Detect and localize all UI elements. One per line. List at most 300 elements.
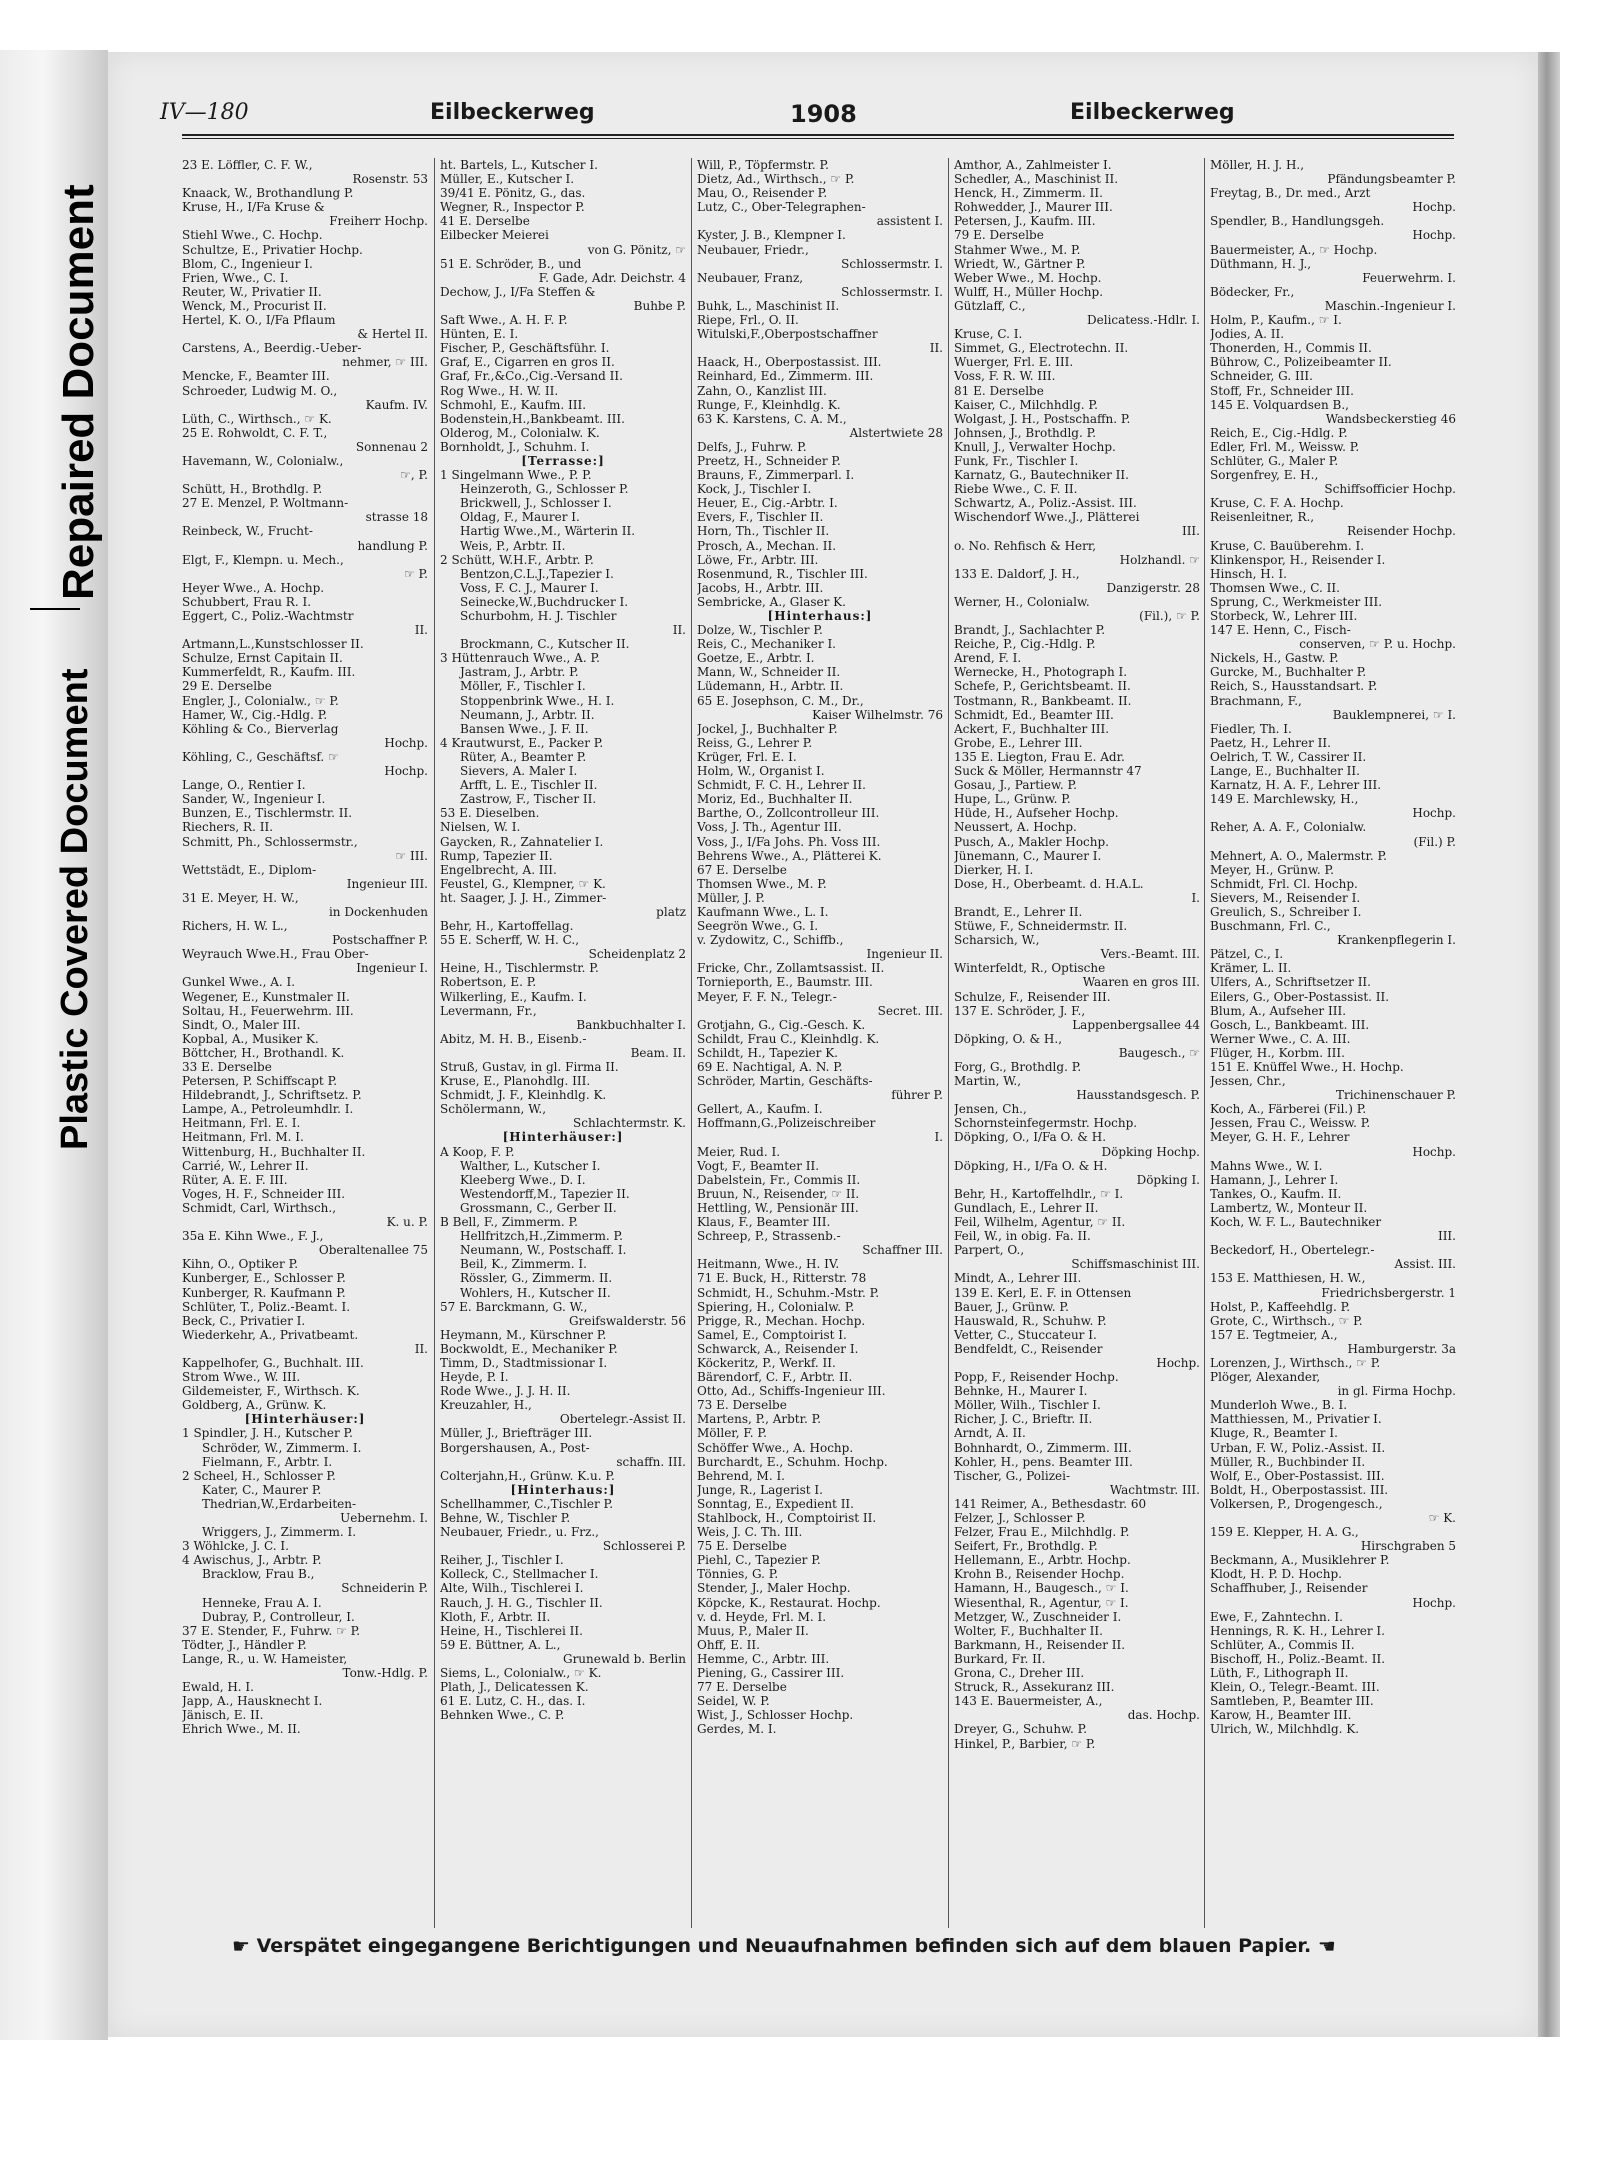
directory-entry: Lappenbergsallee 44	[1072, 1017, 1200, 1032]
directory-entry: Karnatz, H. A. F., Lehrer III.	[1210, 778, 1382, 793]
directory-entry: Schneiderin P.	[341, 1581, 428, 1596]
repaired-document-label: Repaired Document	[54, 184, 103, 600]
directory-entry: Hochp.	[1412, 200, 1456, 215]
directory-entry: Reis, C., Mechaniker I.	[697, 637, 836, 652]
directory-entry: Schroeder, Ludwig M. O.,	[182, 383, 338, 398]
directory-entry: Metzger, W., Zuschneider I.	[954, 1609, 1122, 1624]
directory-entry: Sorgenfrey, E. H.,	[1210, 468, 1319, 483]
directory-entry: Neubauer, Friedr.,	[697, 242, 809, 257]
directory-entry: Schlosserei P.	[602, 1539, 686, 1554]
directory-entry: Oelrich, T. W., Cassirer II.	[1210, 749, 1367, 764]
directory-entry: Wuerger, Frl. E. III.	[954, 355, 1074, 370]
directory-entry: Kater, C., Maurer P.	[202, 1482, 322, 1497]
directory-entry: Schölermann, W.,	[440, 1102, 547, 1117]
directory-entry: Sonntag, E., Expedient II.	[697, 1496, 854, 1511]
directory-entry: Karow, H., Beamter III.	[1210, 1708, 1352, 1723]
directory-entry: Obertelegr.-Assist II.	[559, 1412, 686, 1427]
directory-entry: 4 Krautwurst, E., Packer P.	[440, 735, 604, 750]
directory-entry: Spendler, B., Handlungsgeh.	[1210, 214, 1385, 229]
directory-entry: Neussert, A. Hochp.	[954, 820, 1077, 835]
directory-entry: Artmann,L.,Kunstschlosser II.	[182, 637, 364, 652]
directory-entry: Heitmann, Frl. M. I.	[182, 1130, 304, 1145]
directory-entry: Levermann, Fr.,	[440, 1003, 537, 1018]
directory-entry: Tischer, G., Polizei-	[954, 1468, 1071, 1483]
directory-entry: 137 E. Schröder, J. F.,	[954, 1003, 1086, 1018]
directory-entry: Dubray, P., Controlleur, I.	[202, 1609, 355, 1624]
directory-entry: Holzhandl. ☞	[1119, 552, 1200, 567]
directory-entry: Kaiser Wilhelmstr. 76	[812, 707, 943, 722]
directory-entry: Runge, F., Kleinhdlg. K.	[697, 397, 841, 412]
directory-entry: Beckmann, A., Musiklehrer P.	[1210, 1553, 1390, 1568]
directory-entry: Schmidt, Carl, Wirthsch.,	[182, 1200, 337, 1215]
directory-entry: Schefe, P., Gerichtsbeamt. II.	[954, 679, 1131, 694]
directory-entry: Parpert, O.,	[954, 1243, 1025, 1258]
directory-entry: Samtleben, P., Beamter III.	[1210, 1694, 1374, 1709]
directory-entry: Lüth, C., Wirthsch., ☞ K.	[182, 411, 332, 426]
directory-entry: Samel, E., Comptoirist I.	[697, 1327, 847, 1342]
directory-entry: Rüter, A., Beamter P.	[460, 749, 587, 764]
directory-entry: Uebernehm. I.	[340, 1511, 428, 1525]
directory-entry: Wenck, M., Procurist II.	[182, 298, 327, 313]
directory-entry: Ewe, F., Zahntechn. I.	[1210, 1609, 1343, 1624]
directory-entry: Rössler, G., Zimmerm. II.	[460, 1271, 613, 1286]
directory-entry: Kaiser, C., Milchhdlg. P.	[954, 397, 1098, 412]
directory-entry: Danzigerstr. 28	[1106, 580, 1200, 595]
directory-entry: Prigge, R., Mechan. Hochp.	[697, 1313, 866, 1328]
directory-entry: Müller, J., Briefträger III.	[440, 1426, 593, 1441]
directory-entry: Behne, W., Tischler P.	[440, 1511, 571, 1525]
directory-entry: Müller, J. P.	[697, 890, 765, 905]
directory-entry: Voss, F. C. J., Maurer I.	[460, 580, 599, 595]
footer-notice	[232, 1934, 1452, 1964]
directory-entry: Schwarck, A., Reisender I.	[697, 1341, 859, 1356]
directory-entry: Jessen, Frau C., Weissw. P.	[1210, 1116, 1371, 1131]
directory-entry: Döpking, O. & H.,	[954, 1031, 1063, 1046]
directory-entry: Knaack, W., Brothandlung P.	[182, 186, 354, 201]
directory-entry: Kruse, C. I.	[954, 327, 1023, 342]
directory-entry: Ingenieur I.	[356, 961, 428, 976]
directory-entry: Reiher, J., Tischler I.	[440, 1553, 564, 1568]
directory-entry: Ackert, F., Buchhalter III.	[954, 721, 1110, 736]
directory-entry: Wriggers, J., Zimmerm. I.	[202, 1525, 357, 1540]
directory-entry: Preetz, H., Schneider P.	[697, 453, 841, 468]
directory-entry: Döpking, O., I/Fa O. & H.	[954, 1130, 1107, 1145]
directory-entry: Reiss, G., Lehrer P.	[697, 735, 813, 750]
directory-entry: Thonerden, H., Commis II.	[1210, 341, 1372, 356]
directory-entry: Delfs, J., Fuhrw. P.	[697, 439, 807, 454]
directory-entry: Beil, K., Zimmerm. I.	[460, 1257, 587, 1272]
directory-entry: Dabelstein, Fr., Commis II.	[697, 1172, 861, 1187]
directory-entry: Jodies, A. II.	[1210, 327, 1285, 342]
directory-entry: Beam. II.	[630, 1045, 686, 1060]
directory-entry: Krankenpflegerin I.	[1337, 933, 1456, 948]
directory-entry: Reisenleitner, R.,	[1210, 510, 1315, 525]
directory-entry: Westendorff,M., Tapezier II.	[460, 1186, 630, 1201]
directory-entry: Feil, W., in obig. Fa. II.	[954, 1229, 1091, 1244]
directory-entry: Wiesenthal, R., Agentur, ☞ I.	[954, 1595, 1129, 1610]
directory-entry: Postschaffner P.	[332, 933, 428, 948]
directory-entry: Schlüter, A., Commis II.	[1210, 1637, 1355, 1652]
directory-entry: Carstens, A., Beerdig.-Ueber-	[182, 341, 362, 356]
directory-entry: Grobe, E., Lehrer III.	[954, 735, 1083, 750]
directory-entry: Koch, A., Färberei (Fil.) P.	[1210, 1102, 1367, 1117]
directory-entry: Hoffmann,G.,Polizeischreiber	[697, 1116, 876, 1131]
directory-entry: Vetter, C., Stuccateur I.	[954, 1327, 1097, 1342]
directory-entry: Scheidenplatz 2	[588, 947, 686, 962]
directory-entry: Wriedt, W., Gärtner P.	[954, 256, 1086, 271]
directory-entry: I.	[934, 1130, 943, 1145]
directory-entry: Reinhard, Ed., Zimmerm. III.	[697, 369, 874, 384]
directory-entry: Schmidt, Ed., Beamter III.	[954, 707, 1114, 722]
directory-entry: 139 E. Kerl, E. F. in Ottensen	[954, 1285, 1132, 1300]
directory-entry: Bohnhardt, O., Zimmerm. III.	[954, 1440, 1132, 1455]
directory-entry: Schildt, H., Tapezier K.	[697, 1045, 838, 1060]
column-4	[954, 158, 1200, 1928]
directory-entry: Dose, H., Oberbeamt. d. H.A.L.	[954, 876, 1144, 891]
directory-entry: Heyer Wwe., A. Hochp.	[182, 580, 325, 595]
directory-entry: Beck, C., Privatier I.	[182, 1313, 306, 1328]
directory-entry: platz	[656, 904, 686, 919]
directory-entry: Schlachtermstr. K.	[573, 1116, 686, 1131]
directory-entry: Möller, Wilh., Tischler I.	[954, 1398, 1101, 1413]
column-1	[182, 158, 428, 1928]
directory-entry: Hochp.	[384, 764, 428, 779]
directory-entry: Voss, J. Th., Agentur III.	[697, 820, 842, 835]
directory-entry: Spiering, H., Colonialw. P.	[697, 1299, 855, 1314]
directory-entry: Rosenmund, R., Tischler III.	[697, 566, 868, 581]
directory-entry: Tödter, J., Händler P.	[182, 1637, 307, 1652]
directory-entry: 51 E. Schröder, B., und	[440, 256, 582, 271]
directory-entry: Schmohl, E., Kaufm. III.	[440, 397, 587, 412]
directory-entry: Boldt, H., Oberpostassist. III.	[1210, 1482, 1389, 1497]
directory-entry: 77 E. Derselbe	[697, 1680, 787, 1695]
directory-entry: Junge, R., Lagerist I.	[697, 1482, 823, 1497]
directory-entry: ☞, P.	[400, 468, 428, 483]
directory-entry: Piehl, C., Tapezier P.	[697, 1553, 821, 1568]
directory-entry: Klaus, F., Beamter III.	[697, 1215, 831, 1230]
directory-entry: Tankes, O., Kaufm. II.	[1210, 1186, 1342, 1201]
directory-entry: Assist. III.	[1394, 1257, 1456, 1272]
directory-entry: Köpcke, K., Restaurat. Hochp.	[697, 1595, 881, 1610]
directory-entry: Hünten, E. I.	[440, 327, 519, 342]
directory-entry: Fiedler, Th. I.	[1210, 721, 1292, 736]
directory-entry: 33 E. Derselbe	[182, 1060, 272, 1074]
directory-entry: Riechers, R. II.	[182, 820, 274, 835]
directory-entry: Klodt, H. P. D. Hochp.	[1210, 1567, 1342, 1582]
directory-entry: Ingenieur III.	[346, 876, 428, 891]
directory-entry: Reinbeck, W., Frucht-	[182, 524, 313, 539]
directory-entry: Jessen, Chr.,	[1210, 1074, 1286, 1089]
directory-entry: Plath, J., Delicatessen K.	[440, 1680, 589, 1695]
directory-entry: Nielsen, W. I.	[440, 820, 521, 835]
directory-entry: Voss, J., I/Fa Johs. Ph. Voss III.	[697, 834, 881, 849]
directory-entry: Graf, Fr.,&Co.,Cig.-Versand II.	[440, 369, 623, 384]
directory-entry: Dreyer, G., Schuhw. P.	[954, 1722, 1088, 1737]
directory-entry: 81 E. Derselbe	[954, 383, 1044, 398]
directory-entry: v. d. Heyde, Frl. M. I.	[697, 1609, 827, 1624]
directory-entry: in gl. Firma Hochp.	[1337, 1384, 1456, 1399]
directory-entry: Hamann, H., Baugesch., ☞ I.	[954, 1581, 1129, 1596]
directory-entry: nehmer, ☞ III.	[342, 355, 428, 370]
directory-entry: Böttcher, H., Brothandl. K.	[182, 1045, 345, 1060]
directory-entry: ht. Saager, J. J. H., Zimmer-	[440, 890, 607, 905]
directory-entry: conserven, ☞ P. u. Hochp.	[1299, 637, 1456, 652]
directory-entry: Johnsen, J., Brothdlg. P.	[954, 425, 1097, 440]
directory-entry: Secret. III.	[877, 1003, 943, 1018]
column-divider	[948, 158, 949, 1928]
directory-entry: Feustel, G., Klempner, ☞ K.	[440, 876, 606, 891]
directory-entry: Hauswald, R., Schuhw. P.	[954, 1313, 1107, 1328]
directory-entry: Forg, G., Brothdlg. P.	[954, 1060, 1082, 1074]
directory-entry: Rauch, J. H. G., Tischler II.	[440, 1595, 603, 1610]
directory-entry: 79 E. Derselbe	[954, 228, 1044, 243]
directory-entry: Klinkenspor, H., Reisender I.	[1210, 552, 1386, 567]
directory-entry: Schlüter, G., Maler P.	[1210, 453, 1339, 468]
directory-entry: Meyer, G. H. F., Lehrer	[1210, 1130, 1350, 1145]
directory-entry: Müller, R., Buchbinder II.	[1210, 1454, 1366, 1469]
directory-entry: Hochp.	[1412, 228, 1456, 243]
directory-entry: Kunberger, E., Schlosser P.	[182, 1271, 346, 1286]
directory-entry: Kohler, H., pens. Beamter III.	[954, 1454, 1133, 1469]
directory-entry: Brockmann, C., Kutscher II.	[460, 637, 630, 652]
directory-entry: Heine, H., Tischlermstr. P.	[440, 961, 599, 976]
directory-entry: Neubauer, Friedr., u. Frz.,	[440, 1525, 599, 1540]
directory-entry: Colterjahn,H., Grünw. K.u. P.	[440, 1468, 615, 1483]
directory-entry: 69 E. Nachtigal, A. N. P.	[697, 1060, 843, 1074]
directory-entry: Seidel, W. P.	[697, 1694, 770, 1709]
directory-entry: Feil, Wilhelm, Agentur, ☞ II.	[954, 1215, 1126, 1230]
directory-entry: Krohn B., Reisender Hochp.	[954, 1567, 1125, 1582]
directory-entry: Jockel, J., Buchhalter P.	[697, 721, 838, 736]
directory-entry: Trichinenschauer P.	[1335, 1088, 1456, 1103]
directory-entry: Reich, S., Hausstandsart. P.	[1210, 679, 1378, 694]
directory-entry: Wiederkehr, A., Privatbeamt.	[182, 1327, 359, 1342]
directory-entry: Gildemeister, F., Wirthsch. K.	[182, 1384, 360, 1399]
directory-entry: A Koop, F. P.	[440, 1144, 515, 1159]
directory-entry: Schöffer Wwe., A. Hochp.	[697, 1440, 854, 1455]
directory-entry: Hartig Wwe.,M., Wärterin II.	[460, 524, 636, 539]
directory-entry: Tönnies, G. P.	[697, 1567, 779, 1582]
directory-entry: Abitz, M. H. B., Eisenb.-	[440, 1031, 587, 1046]
directory-entry: Weis, J. C. Th. III.	[697, 1525, 803, 1540]
directory-entry: 153 E. Matthiesen, H. W.,	[1210, 1271, 1366, 1286]
pointing-hand-left-icon: ☚	[1317, 1934, 1336, 1958]
column-5	[1210, 158, 1456, 1928]
directory-entry: Schröder, W., Zimmerm. I.	[202, 1440, 362, 1455]
directory-entry: Hemme, C., Arbtr. III.	[697, 1651, 830, 1666]
directory-entry: Weyrauch Wwe.H., Frau Ober-	[182, 947, 369, 962]
directory-entry: Kyster, J. B., Klempner I.	[697, 228, 846, 243]
directory-entry: Buschmann, Frl. C.,	[1210, 919, 1331, 934]
pointing-hand-right-icon: ☛	[232, 1934, 250, 1958]
directory-entry: Martin, W.,	[954, 1074, 1022, 1089]
directory-entry: Köckeritz, P., Werkf. II.	[697, 1355, 836, 1370]
directory-entry: Kolleck, C., Stellmacher I.	[440, 1567, 599, 1582]
directory-entry: 35a E. Kihn Wwe., F. J.,	[182, 1229, 324, 1244]
directory-entry: Wegener, E., Kunstmaler II.	[182, 989, 350, 1004]
directory-entry: Felzer, J., Schlosser P.	[954, 1511, 1086, 1525]
directory-entry: Schmidt, J. F., Kleinhdlg. K.	[440, 1088, 607, 1103]
directory-entry: Baugesch., ☞	[1118, 1045, 1200, 1060]
directory-entry: 133 E. Daldorf, J. H.,	[954, 566, 1080, 581]
directory-entry: Hettling, W., Pensionär III.	[697, 1200, 859, 1215]
directory-entry: Goetze, E., Arbtr. I.	[697, 651, 815, 666]
directory-entry: ☞ P.	[403, 566, 428, 581]
directory-entry: Burkard, Fr. II.	[954, 1651, 1046, 1666]
directory-entry: Munderloh Wwe., B. I.	[1210, 1398, 1348, 1413]
directory-entry: Ingenieur II.	[866, 947, 943, 962]
section-heading: [Hinterhaus:]	[510, 1482, 616, 1497]
directory-entry: Meyer, F. F. N., Telegr.-	[697, 989, 837, 1004]
directory-entry: Ulrich, W., Milchhdlg. K.	[1210, 1722, 1360, 1737]
directory-entry: Döpking, H., I/Fa O. & H.	[954, 1158, 1108, 1173]
directory-entry: Gaycken, R., Zahnatelier I.	[440, 834, 604, 849]
directory-entry: Mencke, F., Beamter III.	[182, 369, 330, 384]
directory-entry: Saft Wwe., A. H. F. P.	[440, 313, 568, 328]
directory-entry: Bansen Wwe., J. F. II.	[460, 721, 589, 736]
directory-entry: Schmidt, Frl. Cl. Hochp.	[1210, 876, 1358, 891]
directory-entry: Thomsen Wwe., C. II.	[1210, 580, 1340, 595]
directory-entry: Stender, J., Maler Hochp.	[697, 1581, 851, 1596]
directory-entry: Sonnenau 2	[355, 439, 428, 454]
directory-entry: Möller, H. J. H.,	[1210, 158, 1305, 172]
directory-entry: Petersen, P. Schiffscapt P.	[182, 1074, 338, 1089]
directory-entry: Dolze, W., Tischler P.	[697, 623, 823, 638]
column-divider	[691, 158, 692, 1928]
directory-entry: Löwe, Fr., Arbtr. III.	[697, 552, 819, 567]
directory-entry: Wegner, R., Inspector P.	[440, 200, 585, 215]
directory-entry: Eilbecker Meierei	[440, 228, 549, 243]
directory-entry: ht. Bartels, L., Kutscher I.	[440, 158, 598, 172]
directory-entry: Robertson, E. P.	[440, 975, 537, 990]
directory-entry: Feuerwehrm. I.	[1362, 270, 1456, 285]
directory-entry: Reisender Hochp.	[1347, 524, 1456, 539]
directory-entry: 159 E. Klepper, H. A. G.,	[1210, 1525, 1359, 1540]
directory-entry: & Hertel II.	[357, 327, 428, 342]
directory-entry: Karnatz, G., Bautechniker II.	[954, 468, 1129, 483]
directory-entry: 149 E. Marchlewsky, H.,	[1210, 792, 1359, 807]
directory-entry: Greulich, S., Schreiber I.	[1210, 904, 1362, 919]
directory-entry: Tornieporth, E., Baumstr. III.	[697, 975, 873, 990]
directory-entry: Henck, H., Zimmerm. II.	[954, 186, 1103, 201]
directory-entry: Schellhammer, C.,Tischler P.	[440, 1496, 614, 1511]
directory-entry: Grotjahn, G., Cig.-Gesch. K.	[697, 1017, 866, 1032]
directory-entry: B Bell, F., Zimmerm. P.	[440, 1215, 578, 1230]
directory-entry: Köhling, C., Geschäftsf. ☞	[182, 749, 339, 764]
directory-entry: Meier, Rud. I.	[697, 1144, 781, 1159]
directory-entry: Barthe, O., Zollcontrolleur III.	[697, 806, 880, 821]
directory-entry: in Dockenhuden	[328, 904, 428, 919]
directory-entry: Struck, R., Assekuranz III.	[954, 1680, 1115, 1695]
directory-entry: führer P.	[891, 1088, 943, 1103]
directory-entry: Rosenstr. 53	[352, 172, 428, 187]
directory-entry: Heitmann, Wwe., H. IV.	[697, 1257, 840, 1272]
directory-entry: strasse 18	[365, 510, 428, 525]
directory-entry: Blum, A., Aufseher III.	[1210, 1003, 1347, 1018]
directory-entry: Reich, E., Cig.-Hdlg. P.	[1210, 425, 1348, 440]
directory-entry: Döpking I.	[1136, 1172, 1200, 1187]
directory-entry: Gerdes, M. I.	[697, 1722, 777, 1737]
directory-entry: Ehrich Wwe., M. II.	[182, 1722, 301, 1737]
directory-entry: Bauer, J., Grünw. P.	[954, 1299, 1069, 1314]
directory-entry: Heitmann, Frl. E. I.	[182, 1116, 301, 1131]
directory-entry: Düthmann, H. J.,	[1210, 256, 1312, 271]
directory-entry: Delicatess.-Hdlr. I.	[1087, 313, 1200, 328]
directory-entry: Storbeck, W., Lehrer III.	[1210, 609, 1358, 623]
directory-entry: Hupe, L., Grünw. P.	[954, 792, 1071, 807]
directory-entry: Kaufmann Wwe., L. I.	[697, 904, 829, 919]
directory-entry: Pätzel, C., I.	[1210, 947, 1284, 962]
directory-entry: 73 E. Derselbe	[697, 1398, 787, 1413]
directory-entry: Bruun, N., Reisender, ☞ II.	[697, 1186, 860, 1201]
directory-entry: Lüdemann, H., Arbtr. II.	[697, 679, 844, 694]
directory-entry: 3 Wöhlcke, J. C. I.	[182, 1539, 289, 1554]
directory-entry: Borgershausen, A., Post-	[440, 1440, 590, 1455]
directory-entry: Müller, E., Kutscher I.	[440, 172, 575, 187]
directory-entry: Friedrichsbergerstr. 1	[1321, 1285, 1456, 1300]
directory-entry: Zastrow, F., Tischer II.	[460, 792, 597, 807]
directory-entry: Walther, L., Kutscher I.	[460, 1158, 601, 1173]
directory-entry: Lutz, C., Ober-Telegraphen-	[697, 200, 866, 215]
directory-entry: Schlossermstr. I.	[841, 284, 943, 299]
directory-entry: Japp, A., Hausknecht I.	[182, 1694, 323, 1709]
directory-entry: Schröder, Martin, Geschäfts-	[697, 1074, 873, 1089]
directory-entry: Schedler, A., Maschinist II.	[954, 172, 1119, 187]
directory-entry: 157 E. Tegtmeier, A.,	[1210, 1327, 1338, 1342]
directory-entry: II.	[672, 623, 686, 638]
directory-entry: Knull, J., Verwalter Hochp.	[954, 439, 1116, 454]
directory-entry: Heinzeroth, G., Schlosser P.	[460, 482, 629, 497]
directory-entry: Nickels, H., Gastw. P.	[1210, 651, 1339, 666]
directory-entry: Hamann, J., Lehrer I.	[1210, 1172, 1339, 1187]
directory-entry: Mahns Wwe., W. I.	[1210, 1158, 1323, 1173]
directory-entry: Sembricke, A., Glaser K.	[697, 594, 846, 609]
directory-entry: Ewald, H. I.	[182, 1680, 254, 1695]
directory-entry: 151 E. Knüffel Wwe., H. Hochp.	[1210, 1060, 1404, 1074]
directory-entry: Freytag, B., Dr. med., Arzt	[1210, 186, 1371, 201]
directory-entry: Paetz, H., Lehrer II.	[1210, 735, 1331, 750]
directory-entry: Amthor, A., Zahlmeister I.	[954, 158, 1112, 172]
directory-entry: Moriz, Ed., Buchhalter II.	[697, 792, 853, 807]
directory-entry: Rog Wwe., H. W. II.	[440, 383, 559, 398]
directory-entry: Schmidt, H., Schuhm.-Mstr. P.	[697, 1285, 880, 1300]
directory-entry: Schildt, Frau C., Kleinhdlg. K.	[697, 1031, 880, 1046]
directory-entry: Schmitt, Ph., Schlossermstr.,	[182, 834, 358, 849]
page-edge	[1538, 52, 1560, 2037]
directory-entry: Wernecke, H., Photograph I.	[954, 665, 1128, 680]
directory-entry: Rode Wwe., J. J. H. II.	[440, 1384, 571, 1399]
directory-entry: Heine, H., Tischlerei II.	[440, 1623, 583, 1638]
directory-entry: Hellemann, E., Arbtr. Hochp.	[954, 1553, 1131, 1568]
directory-entry: Köhling & Co., Bierverlag	[182, 721, 339, 736]
directory-entry: Wulff, H., Müller Hochp.	[954, 284, 1104, 299]
directory-entry: Prosch, A., Mechan. II.	[697, 538, 837, 553]
directory-entry: Wolgast, J. H., Postschaffn. P.	[954, 411, 1131, 426]
directory-entry: Reuter, W., Privatier II.	[182, 284, 322, 299]
directory-entry: schaffn. III.	[616, 1454, 686, 1469]
directory-entry: 61 E. Lutz, C. H., das. I.	[440, 1694, 586, 1709]
directory-entry: Rohwedder, J., Maurer III.	[954, 200, 1113, 215]
directory-entry: Elgt, F., Klempn. u. Mech.,	[182, 552, 344, 567]
directory-entry: Plöger, Alexander,	[1210, 1370, 1321, 1385]
directory-entry: Blom, C., Ingenieur I.	[182, 256, 313, 271]
directory-entry: Funk, Fr., Tischler I.	[954, 453, 1079, 468]
directory-entry: Stahmer Wwe., M. P.	[954, 242, 1081, 257]
directory-entry: Timm, D., Stadtmissionar I.	[440, 1355, 608, 1370]
directory-entry: 57 E. Barckmann, G. W.,	[440, 1299, 588, 1314]
directory-entry: Engelbrecht, A. III.	[440, 862, 557, 877]
directory-entry: Waaren en gros III.	[1082, 975, 1200, 990]
